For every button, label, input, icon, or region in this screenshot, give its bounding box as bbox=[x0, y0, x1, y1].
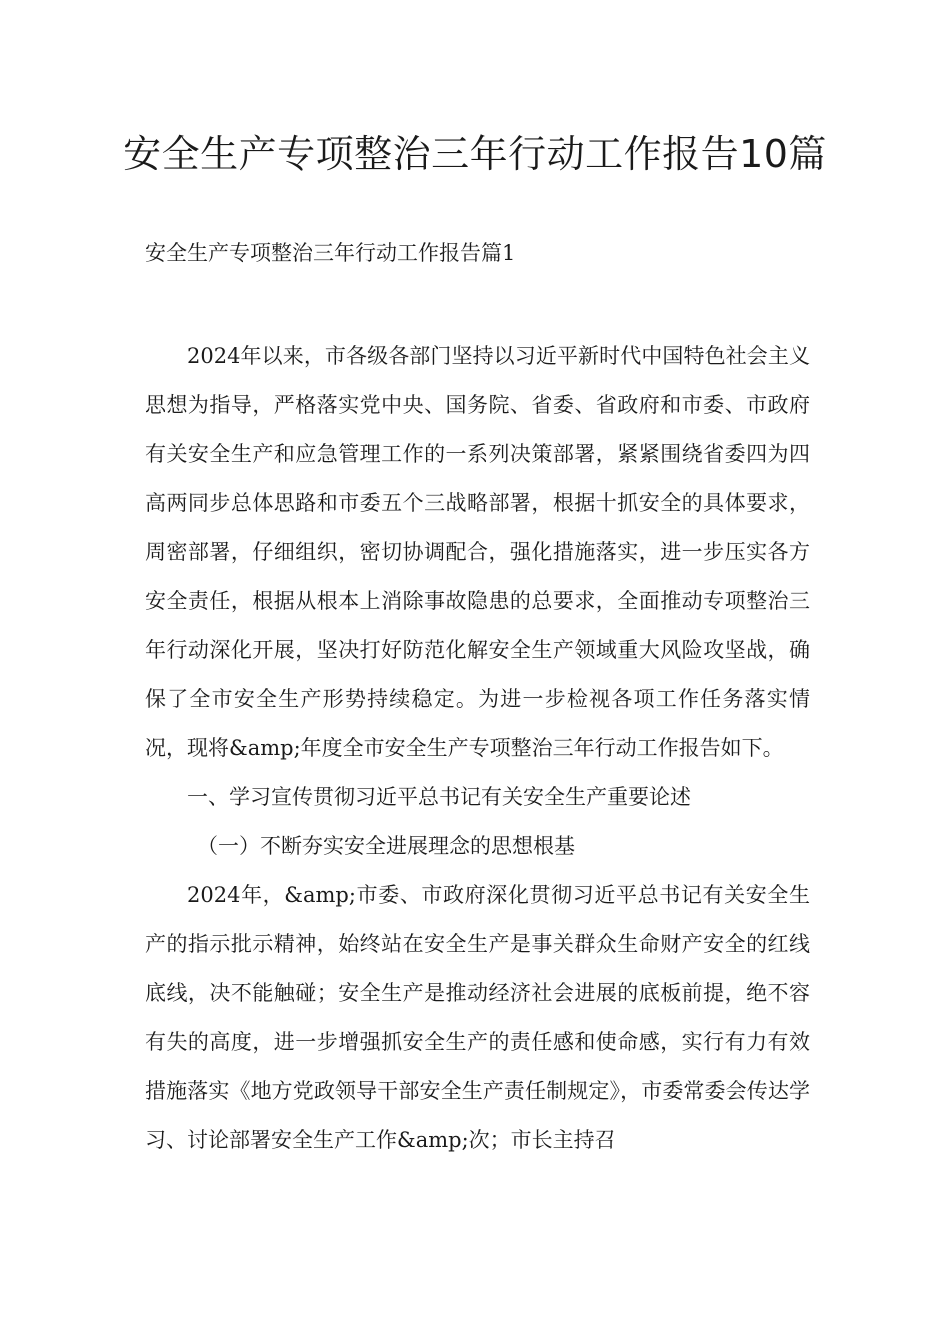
document-subtitle: 安全生产专项整治三年行动工作报告篇1 bbox=[145, 241, 516, 265]
document-body bbox=[145, 332, 810, 1165]
document-title: 安全生产专项整治三年行动工作报告10篇 bbox=[123, 132, 827, 176]
subsection-heading: （一）不断夯实安全进展理念的思想根基 bbox=[197, 834, 575, 858]
paragraph-section-1: 2024年，&amp;市委、市政府深化贯彻习近平总书记有关安全生产的指示批示精神，始终站在安全生产是事关群众生命财产安全的红线底线，决不能触碰；安全生产是推动经济社会进展的底板前提，绝不容有失的高度，进一步增强抓安全生产的责任感和使命感，实行有力有效措施落实《地方党政领导干部安全生产责任制规定》，市委常委会传达学习、讨论部署安全生产工作&amp;次；市长主持召 bbox=[145, 883, 810, 1152]
paragraph-intro: 2024年以来，市各级各部门坚持以习近平新时代中国特色社会主义思想为指导，严格落实党中央、国务院、省委、省政府和市委、市政府有关安全生产和应急管理工作的一系列决策部署，紧紧围绕省委四为四高两同步总体思路和市委五个三战略部署，根据十抓安全的具体要求，周密部署，仔细组织，密切协调配合，强化措施落实，进一步压实各方安全责任，根据从根本上消除事故隐患的总要求，全面推动专项整治三年行动深化开展，坚决打好防范化解安全生产领域重大风险攻坚战，确保了全市安全生产形势持续稳定。为进一步检视各项工作任务落实情况，现将&amp;年度全市安全生产专项整治三年行动工作报告如下。 bbox=[145, 344, 810, 760]
section-heading: 一、学习宣传贯彻习近平总书记有关安全生产重要论述 bbox=[187, 785, 691, 809]
